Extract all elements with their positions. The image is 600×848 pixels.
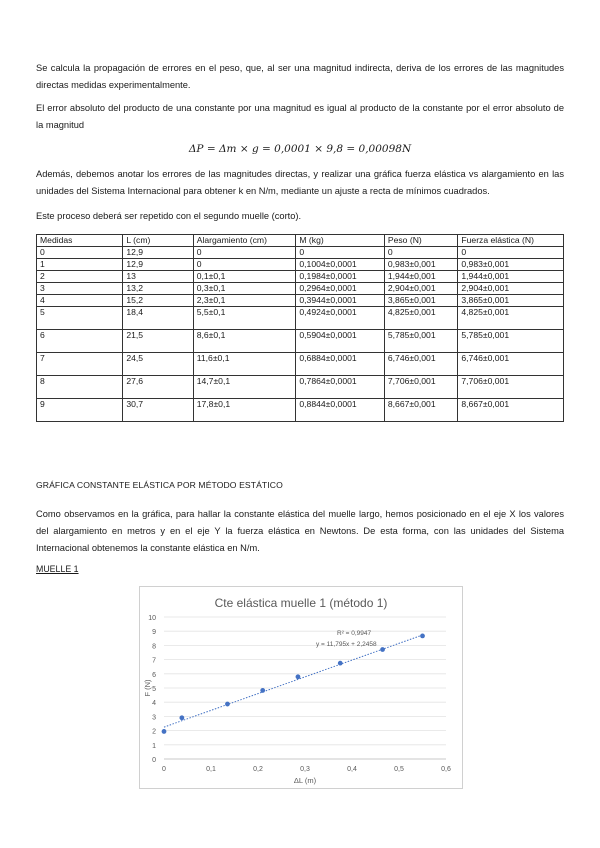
table-header-cell: L (cm) — [123, 235, 193, 247]
table-cell: 7,706±0,001 — [458, 376, 564, 399]
x-axis-label: ΔL (m) — [293, 776, 317, 785]
table-cell: 0,5904±0,0001 — [296, 330, 385, 353]
table-cell: 5,785±0,001 — [384, 330, 458, 353]
data-point — [225, 702, 230, 707]
table-row — [37, 353, 564, 376]
table-cell: 4 — [37, 295, 123, 307]
table-cell: 6 — [37, 330, 123, 353]
table-cell: 0,983±0,001 — [384, 259, 458, 271]
table-cell: 0,1004±0,0001 — [296, 259, 385, 271]
table-cell: 1,944±0,001 — [384, 271, 458, 283]
table-cell: 6,746±0,001 — [384, 353, 458, 376]
equation-label: y = 11,795x + 2,2458 — [316, 641, 377, 648]
table-row — [37, 271, 564, 283]
table-cell: 3 — [37, 283, 123, 295]
y-tick-label: 0 — [152, 757, 156, 764]
paragraph-repeat-process: Este proceso deberá ser repetido con el segundo muelle (corto). — [36, 211, 302, 221]
y-tick-label: 9 — [152, 629, 156, 637]
table-cell: 0,1±0,1 — [193, 271, 296, 283]
table-cell: 30,7 — [123, 399, 193, 422]
data-point — [420, 633, 425, 638]
y-tick-label: 8 — [152, 643, 156, 651]
table-row — [37, 295, 564, 307]
paragraph-error-propagation: Se calcula la propagación de errores en el peso, que, al ser una magnitud indirecta, deriva de los errores de las magnitudes directas medidas experimentalmente. — [36, 63, 564, 90]
table-cell: 11,6±0,1 — [193, 353, 296, 376]
table-cell: 4,825±0,001 — [458, 307, 564, 330]
table-row — [37, 307, 564, 330]
paragraph-absolute-error: El error absoluto del producto de una constante por una magnitud es igual al producto de la constante por el error absoluto de la magnitud — [36, 103, 564, 130]
table-cell: 18,4 — [123, 307, 193, 330]
table-cell: 7 — [37, 353, 123, 376]
data-point — [380, 647, 385, 652]
table-header-cell: Medidas — [37, 235, 123, 247]
muelle-1-label: MUELLE 1 — [36, 564, 79, 574]
table-cell: 13 — [123, 271, 193, 283]
y-tick-label: 5 — [152, 686, 156, 693]
elastic-constant-chart — [139, 586, 463, 789]
table-cell: 24,5 — [123, 353, 193, 376]
table-row — [37, 376, 564, 399]
y-tick-label: 2 — [152, 728, 156, 736]
table-cell: 0,1984±0,0001 — [296, 271, 385, 283]
table-cell: 8,6±0,1 — [193, 330, 296, 353]
table-cell: 3,865±0,001 — [384, 295, 458, 307]
paragraph-graph-explanation: Como observamos en la gráfica, para hallar la constante elástica del muelle largo, hemos posicionado en el eje X los valores del alargamiento en metros y en el eje Y la fuerza elástica en Newtons. De esta forma, con las unidades del Sistema Internacional obtenemos la constante elástica en N/m. — [36, 509, 564, 553]
x-tick-label: 0 — [162, 766, 166, 773]
table-cell: 0 — [193, 247, 296, 259]
y-tick-label: 1 — [152, 742, 156, 750]
table-cell: 0 — [193, 259, 296, 271]
chart-svg — [140, 587, 462, 788]
table-header-cell: Alargamiento (cm) — [193, 235, 296, 247]
table-cell: 0,2964±0,0001 — [296, 283, 385, 295]
data-point — [296, 674, 301, 679]
y-tick-label: 4 — [152, 700, 156, 708]
table-cell: 0 — [37, 247, 123, 259]
table-cell: 7,706±0,001 — [384, 376, 458, 399]
table-cell: 2,904±0,001 — [384, 283, 458, 295]
table-cell: 0,3±0,1 — [193, 283, 296, 295]
table-cell: 15,2 — [123, 295, 193, 307]
measurements-table — [36, 234, 564, 422]
table-cell: 5,785±0,001 — [458, 330, 564, 353]
table-cell: 0,7864±0,0001 — [296, 376, 385, 399]
table-cell: 9 — [37, 399, 123, 422]
y-axis-label: F (N) — [143, 679, 152, 697]
table-cell: 5 — [37, 307, 123, 330]
data-point — [162, 729, 167, 734]
table-cell: 4,825±0,001 — [384, 307, 458, 330]
table-row — [37, 283, 564, 295]
x-tick-label: 0,1 — [206, 766, 216, 773]
data-point — [260, 688, 265, 693]
r2-label: R² = 0,9947 — [337, 630, 372, 637]
table-cell: 6,746±0,001 — [458, 353, 564, 376]
table-cell: 2 — [37, 271, 123, 283]
table-header-row — [37, 235, 564, 247]
x-tick-label: 0,5 — [394, 766, 404, 773]
x-tick-label: 0,3 — [300, 766, 310, 773]
table-cell: 0 — [384, 247, 458, 259]
table-cell: 0,6884±0,0001 — [296, 353, 385, 376]
formula-delta-p: ΔP = Δm × g = 0,0001 × 9,8 = 0,00098N — [188, 143, 412, 155]
y-tick-label: 3 — [152, 714, 156, 722]
y-tick-label: 6 — [152, 671, 156, 679]
table-cell: 0,983±0,001 — [458, 259, 564, 271]
table-cell: 12,9 — [123, 247, 193, 259]
table-row — [37, 247, 564, 259]
table-cell: 8,667±0,001 — [458, 399, 564, 422]
chart-title: Cte elástica muelle 1 (método 1) — [214, 596, 388, 610]
table-cell: 0,8844±0,0001 — [296, 399, 385, 422]
table-header-cell: Peso (N) — [384, 235, 458, 247]
table-cell: 2,3±0,1 — [193, 295, 296, 307]
table-cell: 1 — [37, 259, 123, 271]
table-cell: 13,2 — [123, 283, 193, 295]
table-header-cell: M (kg) — [296, 235, 385, 247]
table-cell: 0,3944±0,0001 — [296, 295, 385, 307]
table-cell: 8 — [37, 376, 123, 399]
table-cell: 0 — [458, 247, 564, 259]
table-cell: 2,904±0,001 — [458, 283, 564, 295]
y-tick-label: 10 — [148, 615, 156, 622]
table-cell: 3,865±0,001 — [458, 295, 564, 307]
table-cell: 1,944±0,001 — [458, 271, 564, 283]
table-cell: 0 — [296, 247, 385, 259]
table-cell: 0,4924±0,0001 — [296, 307, 385, 330]
table-row — [37, 330, 564, 353]
x-tick-label: 0,2 — [253, 766, 263, 773]
table-cell: 8,667±0,001 — [384, 399, 458, 422]
data-point — [338, 661, 343, 666]
table-cell: 21,5 — [123, 330, 193, 353]
table-row — [37, 259, 564, 271]
x-tick-label: 0,4 — [347, 766, 357, 773]
table-cell: 5,5±0,1 — [193, 307, 296, 330]
section-heading: GRÁFICA CONSTANTE ELÁSTICA POR MÉTODO ESTÁTICO — [36, 480, 283, 490]
data-point — [179, 715, 184, 720]
y-tick-label: 7 — [152, 657, 156, 665]
table-cell: 14,7±0,1 — [193, 376, 296, 399]
x-tick-label: 0,6 — [441, 766, 451, 773]
table-cell: 17,8±0,1 — [193, 399, 296, 422]
table-cell: 27,6 — [123, 376, 193, 399]
table-header-cell: Fuerza elástica (N) — [458, 235, 564, 247]
paragraph-graph-instructions: Además, debemos anotar los errores de las magnitudes directas, y realizar una gráfica fuerza elástica vs alargamiento en las unidades del Sistema Internacional para obtener k en N/m, mediante un ajuste a recta de mínimos cuadrados. — [36, 169, 564, 196]
table-cell: 12,9 — [123, 259, 193, 271]
table-row — [37, 399, 564, 422]
